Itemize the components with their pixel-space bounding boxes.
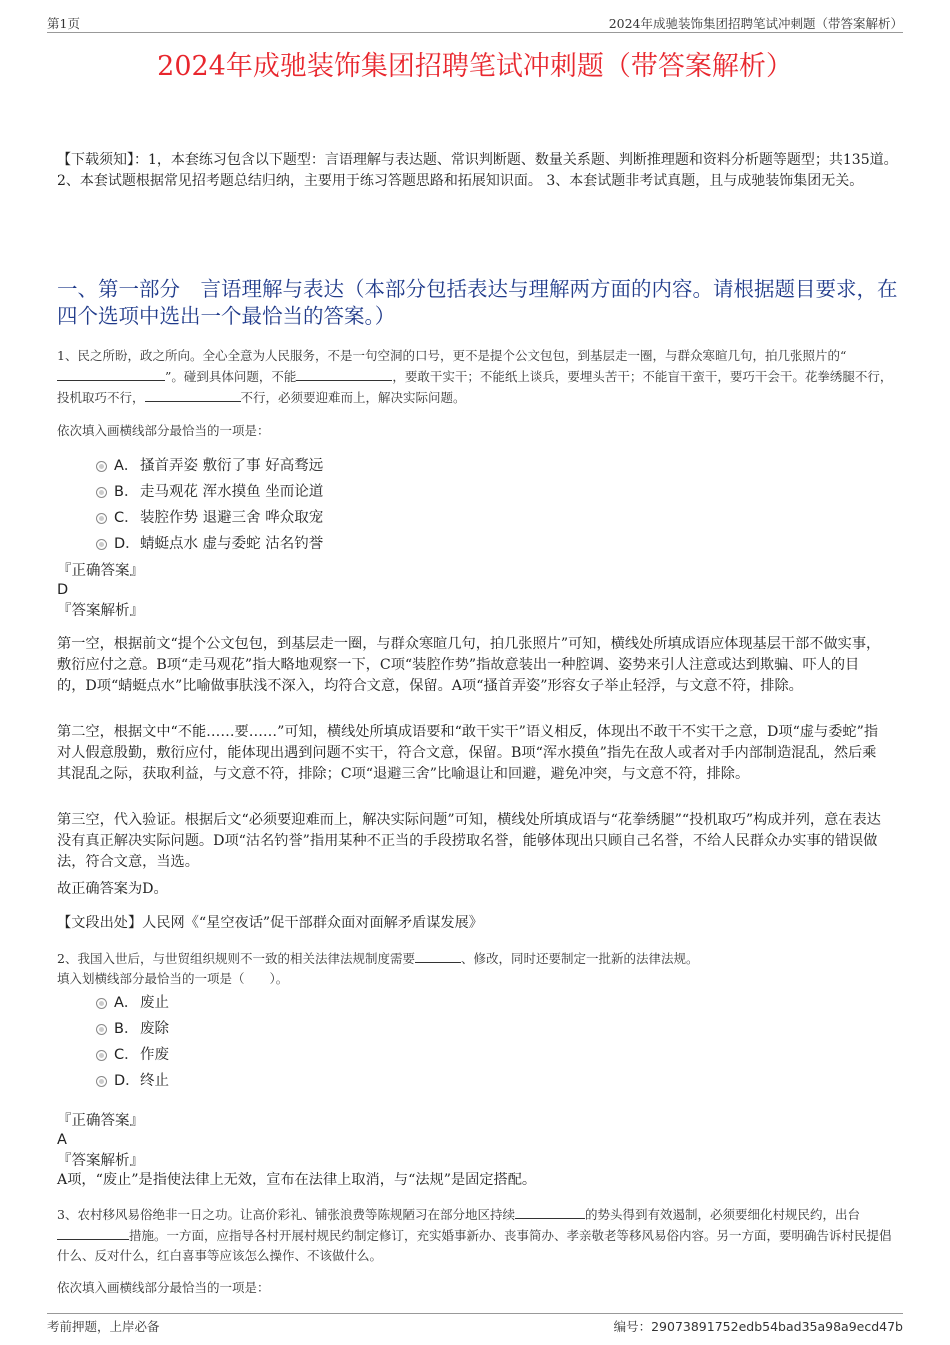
q2-analysis-label: 『答案解析』 <box>57 1153 144 1169</box>
radio-icon[interactable] <box>96 487 107 498</box>
radio-icon[interactable] <box>96 1076 107 1087</box>
q1-option-b[interactable]: B． 走马观花 浑水摸鱼 坐而论道 <box>96 479 596 505</box>
header-doc-title: 2024年成驰装饰集团招聘笔试冲刺题（带答案解析） <box>608 16 903 31</box>
document-title: 2024年成驰装饰集团招聘笔试冲刺题（带答案解析） <box>157 51 793 82</box>
blank-1 <box>415 948 461 963</box>
q1-analysis-p3: 第三空，代入验证。根据后文“必须要迎难而上，解决实际问题”可知，横线处所填成语与“花拳绣腿”“投机取巧”构成并列，意在表达没有真正解决实际问题。D项“沽名钓誉”指用某种不正当的手段捞取名誉，能够体现出只顾自己名誉，不给人民群众办实事的错误做法，符合文意，当选。 <box>57 812 881 870</box>
section-heading: 一、第一部分 言语理解与表达（本部分包括表达与理解两方面的内容。请根据题目要求，在四个选项中选出一个最恰当的答案。） <box>57 277 898 328</box>
question-2-prompt: 填入划横线部分最恰当的一项是（ ）。 <box>57 971 289 986</box>
q2-option-b[interactable]: B． 废除 <box>96 1016 596 1042</box>
q1-analysis-p2: 第二空，根据文中“不能……要……”可知，横线处所填成语要和“敢干实干”语义相反，体现出不敢干不实干之意，D项“虚与委蛇”指对人假意殷勤，敷衍应付，能体现出遇到问题不实干，符合文意，保留。B项“浑水摸鱼”指先在敌人或者对手内部制造混乱，然后乘其混乱之际，获取利益，与文意不符，排除；C项“退避三舍”比喻退让和回避，避免冲突，与文意不符，排除。 <box>57 724 879 782</box>
radio-icon[interactable] <box>96 1050 107 1061</box>
q2-option-a[interactable]: A． 废止 <box>96 990 596 1016</box>
q2-analysis: A项，“废止”是指使法律上无效，宣布在法律上取消，与“法规”是固定搭配。 <box>57 1172 537 1188</box>
page-header <box>47 14 903 33</box>
question-3-prompt: 依次填入画横线部分最恰当的一项是： <box>57 1280 270 1295</box>
q1-option-a[interactable]: A． 搔首弄姿 敷衍了事 好高骛远 <box>96 453 596 479</box>
q1-option-c[interactable]: C．装腔作势 退避三舍 哗众取宠 <box>96 505 596 531</box>
q1-correct-label: 『正确答案』 <box>57 563 144 579</box>
radio-icon[interactable] <box>96 461 107 472</box>
q1-analysis-p1: 第一空，根据前文“提个公文包包，到基层走一圈，与群众寒暄几句，拍几张照片”可知，横线处所填成语应体现基层干部不做实事，敷衍应付之意。B项“走马观花”指大略地观察一下，C项“装腔作势”指故意装出一种腔调、姿势来引人注意或达到欺骗、吓人的目的，D项“蜻蜓点水”比喻做事肤浅不深入，均符合文意，保留。A项“搔首弄姿”形容女子举止轻浮，与文意不符，排除。 <box>57 636 881 694</box>
q2-correct-label: 『正确答案』 <box>57 1113 144 1129</box>
question-3-stem: 3、农村移风易俗绝非一日之功。让高价彩礼、铺张浪费等陈规陋习在部分地区持续 的势头得到有效遏制，必须要细化村规民约，出台措施。一方面，应指导各村开展村规民约制定修订，充实婚事新办、丧事简办、孝亲敬老等移风易俗内容。另一方面，要明确告诉村民提倡什么、反对什么，红白喜事等应该怎么操作、不该做什么。 <box>57 1204 902 1266</box>
footer-code: 编号：29073891752edb54bad35a98a9ecd47b <box>613 1319 903 1334</box>
q1-source: 【文段出处】人民网《“星空夜话”促干部群众面对面解矛盾谋发展》 <box>57 915 483 931</box>
blank-2 <box>296 366 392 381</box>
q1-analysis-label: 『答案解析』 <box>57 603 144 619</box>
download-notice: 【下载须知】：1，本套练习包含以下题型：言语理解与表达题、常识判断题、数量关系题、判断推理题和资料分析题等题型；共135道。 2、本套试题根据常见招考题总结归纳，主要用于练习答题思路和拓展知识面。 3、本套试题非考试真题，且与成驰装饰集团无关。 <box>57 152 898 189</box>
radio-icon[interactable] <box>96 513 107 524</box>
radio-icon[interactable] <box>96 539 107 550</box>
blank-3 <box>145 387 241 402</box>
blank-1 <box>57 366 165 381</box>
q1-answer: D <box>57 582 69 598</box>
q2-option-c[interactable]: C．作废 <box>96 1042 596 1068</box>
q1-conclusion: 故正确答案为D。 <box>57 881 168 897</box>
radio-icon[interactable] <box>96 998 107 1009</box>
question-2-stem: 2、我国入世后，与世贸组织规则不一致的相关法律法规制度需要 、修改，同时还要制定一批新的法律法规。 <box>57 948 902 969</box>
page-footer <box>47 1313 903 1334</box>
question-1-prompt: 依次填入画横线部分最恰当的一项是： <box>57 423 270 438</box>
q2-answer: A <box>57 1132 67 1148</box>
q1-option-d[interactable]: D．蜻蜓点水 虚与委蛇 沽名钓誉 <box>96 531 596 557</box>
question-1-stem: 1、民之所盼，政之所向。全心全意为人民服务，不是一句空洞的口号，更不是提个公文包包，到基层走一圈，与群众寒暄几句，拍几张照片的“”。碰到具体问题，不能 ，要敢干实干；不能纸上谈兵，要埋头苦干；不能盲干蛮干，要巧干会干。花拳绣腿不行，投机取巧不行， 不行，必须要迎难而上，解决实际问题。 <box>57 348 893 405</box>
blank-2 <box>57 1225 129 1240</box>
question-2-options <box>96 990 596 1094</box>
q2-option-d[interactable]: D．终止 <box>96 1068 596 1094</box>
blank-1 <box>515 1204 585 1219</box>
footer-slogan: 考前押题，上岸必备 <box>47 1319 160 1334</box>
page-number: 第1页 <box>47 16 80 31</box>
radio-icon[interactable] <box>96 1024 107 1035</box>
question-1-options <box>96 453 596 557</box>
